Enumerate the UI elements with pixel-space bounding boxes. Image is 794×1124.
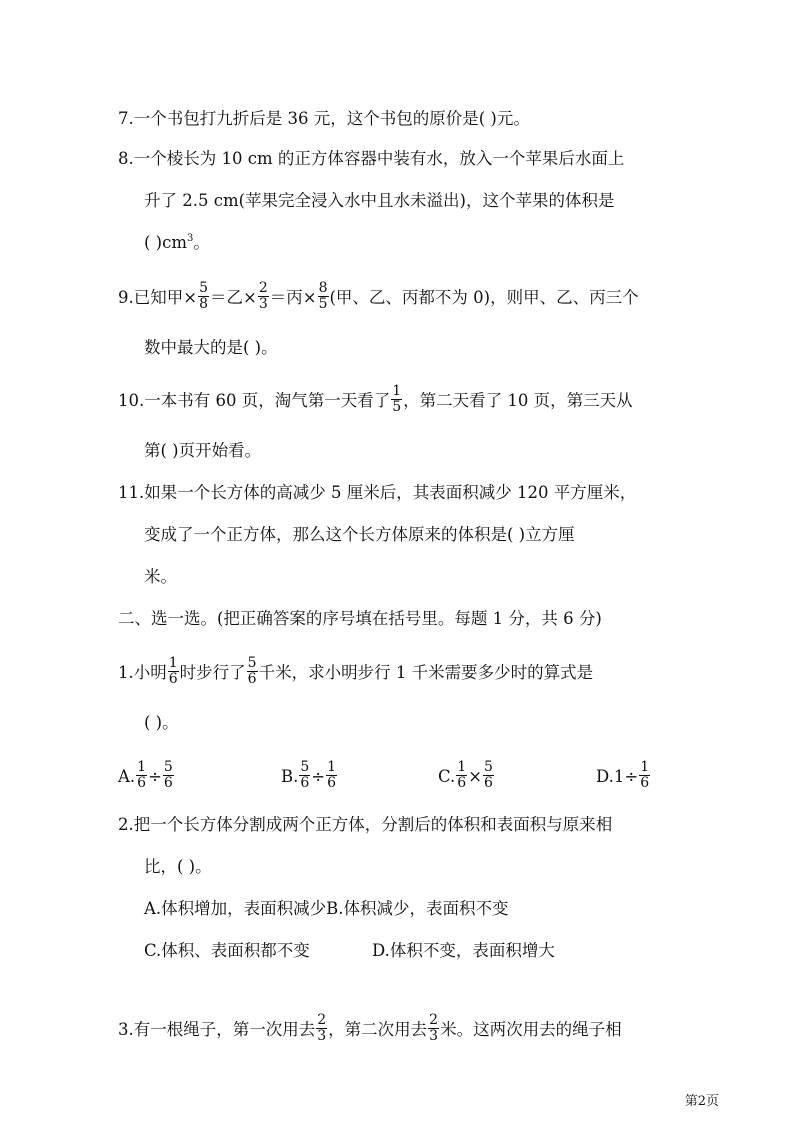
- fraction-numerator: 2: [429, 1012, 439, 1028]
- fraction-denominator: 6: [137, 775, 147, 791]
- question-11-text-1: 11.如果一个长方体的高减少 5 厘米后，其表面积减少 120 平方厘米，: [118, 483, 637, 502]
- question-8-text-1: 8.一个棱长为 10 cm 的正方体容器中装有水，放入一个苹果后水面上: [118, 149, 625, 168]
- option-d-text: D.体积不变，表面积增大: [372, 941, 555, 960]
- s2q1-prefix: 1.小明: [118, 663, 167, 682]
- question-7-text: 7.一个书包打九折后是 36 元，这个书包的原价是( )元。: [118, 109, 530, 128]
- cubic-superscript: 3: [187, 233, 194, 244]
- operator: ×: [468, 767, 483, 786]
- fraction-numerator: 5: [163, 759, 173, 775]
- question-10-prefix: 10.一本书有 60 页，淘气第一天看了: [118, 391, 391, 410]
- fraction-denominator: 3: [429, 1028, 439, 1044]
- option-d: [596, 759, 651, 793]
- question-9-mid-1: ＝乙×: [210, 288, 257, 307]
- option-label: B.: [281, 767, 299, 786]
- fraction-denominator: 6: [640, 775, 650, 791]
- question-9-line-2: [144, 337, 278, 359]
- whole-number: 1: [613, 767, 625, 786]
- fraction-denominator: 6: [168, 671, 178, 687]
- fraction-numerator: 2: [258, 280, 268, 296]
- question-8-text-2: 升了 2.5 cm(苹果完全浸入水中且水未溢出)，这个苹果的体积是: [144, 191, 615, 210]
- option-label: A.: [118, 767, 136, 786]
- fraction: [326, 760, 337, 791]
- fraction-numerator: 1: [168, 655, 178, 671]
- fraction: [316, 1013, 327, 1044]
- fraction: [428, 1013, 439, 1044]
- s2q3-prefix: 3.有一根绳子，第一次用去: [118, 1020, 316, 1039]
- section-heading-text: 二、选一选。(把正确答案的序号填在括号里。每题 1 分，共 6 分): [118, 609, 602, 628]
- fraction: [391, 384, 402, 415]
- fraction-denominator: 6: [163, 775, 173, 791]
- operator: ÷: [624, 767, 639, 786]
- fraction-numerator: 2: [317, 1012, 327, 1028]
- section-2-question-3-line-1: [118, 1012, 622, 1046]
- question-8-line-1: [118, 148, 624, 170]
- fraction-denominator: 3: [317, 1028, 327, 1044]
- option-c-text: C.体积、表面积都不变: [144, 941, 310, 960]
- s2q2-text-2: 比，( )。: [144, 857, 212, 876]
- s2q3-suffix: 米。这两次用去的绳子相: [440, 1020, 622, 1039]
- fraction-numerator: 1: [327, 759, 337, 775]
- option-c: [438, 759, 495, 793]
- fraction: [168, 656, 179, 687]
- fraction-denominator: 3: [258, 296, 268, 312]
- fraction: [163, 760, 174, 791]
- question-8-line-2: [144, 190, 615, 212]
- fraction-numerator: 1: [457, 759, 467, 775]
- fraction: [318, 281, 329, 312]
- question-10-text-2: 第( )页开始看。: [144, 441, 262, 460]
- section-2-question-2-line-2: [144, 856, 212, 878]
- question-8-answer-blank: ( )cm: [144, 233, 188, 252]
- option-c: [144, 940, 310, 962]
- fraction-numerator: 5: [484, 759, 493, 775]
- fraction-numerator: 5: [300, 759, 310, 775]
- fraction: [136, 760, 147, 791]
- fraction-denominator: 5: [392, 399, 402, 415]
- question-9-line-1: [118, 280, 639, 314]
- fraction-denominator: 8: [199, 296, 208, 312]
- fraction: [258, 281, 269, 312]
- question-10-suffix: ，第二天看了 10 页，第三天从: [403, 391, 633, 410]
- fraction: [483, 760, 494, 791]
- option-b: B.体积减少，表面积不变: [326, 899, 509, 918]
- fraction-denominator: 6: [327, 775, 337, 791]
- fraction-denominator: 6: [300, 775, 310, 791]
- option-label: D.: [596, 767, 614, 786]
- question-7: [118, 108, 530, 130]
- question-11-line-1: [118, 482, 636, 504]
- fraction-numerator: 1: [640, 759, 650, 775]
- fraction-denominator: 5: [318, 296, 328, 312]
- section-2-question-1-line-2: [144, 712, 179, 734]
- question-9-mid-2: ＝丙×: [269, 288, 317, 307]
- s2q1-text-2: ( )。: [144, 713, 179, 732]
- fraction: [456, 760, 467, 791]
- option-a: A.体积增加，表面积减少: [144, 899, 327, 918]
- section-2-question-1-line-1: [118, 655, 594, 689]
- question-11-line-2: [144, 524, 575, 546]
- s2q3-mid: ，第二次用去: [328, 1020, 428, 1039]
- fraction-numerator: 1: [392, 383, 402, 399]
- fraction-numerator: 1: [137, 759, 147, 775]
- option-d: [372, 940, 555, 962]
- question-9-text-2: 数中最大的是( )。: [144, 338, 278, 357]
- section-2-heading: [118, 608, 602, 630]
- question-10-line-1: [118, 383, 633, 417]
- s2q1-mid: 时步行了: [179, 663, 246, 682]
- question-9-prefix: 9.已知甲×: [118, 288, 198, 307]
- operator: ÷: [148, 767, 162, 786]
- fraction-numerator: 5: [247, 655, 257, 671]
- s2q2-text-1: 2.把一个长方体分割成两个正方体，分割后的体积和表面积与原来相: [118, 815, 613, 834]
- option-a: [118, 759, 175, 793]
- fraction-numerator: 8: [318, 280, 328, 296]
- s2q2-options-row-1: [144, 898, 509, 920]
- question-11-text-3: 米。: [144, 567, 177, 586]
- fraction: [299, 760, 310, 791]
- fraction-denominator: 6: [484, 775, 493, 791]
- option-label: C.: [438, 767, 456, 786]
- question-11-text-2: 变成了一个正方体，那么这个长方体原来的体积是( )立方厘: [144, 525, 575, 544]
- fraction: [198, 281, 209, 312]
- question-11-line-3: [144, 566, 177, 588]
- section-2-question-2-line-1: [118, 814, 612, 836]
- option-b: [281, 759, 338, 793]
- fraction-denominator: 6: [247, 671, 257, 687]
- page-number: 第2页: [684, 1094, 719, 1109]
- question-8-line-3: [144, 232, 210, 254]
- question-8-period: 。: [193, 233, 210, 252]
- fraction-numerator: 5: [199, 280, 208, 296]
- fraction: [639, 760, 650, 791]
- fraction: [247, 656, 258, 687]
- operator: ÷: [311, 767, 326, 786]
- s2q1-suffix: 千米，求小明步行 1 千米需要多少时的算式是: [258, 663, 594, 682]
- question-10-line-2: [144, 440, 261, 462]
- question-9-suffix: (甲、乙、丙都不为 0)，则甲、乙、丙三个: [329, 288, 639, 307]
- fraction-denominator: 6: [457, 775, 467, 791]
